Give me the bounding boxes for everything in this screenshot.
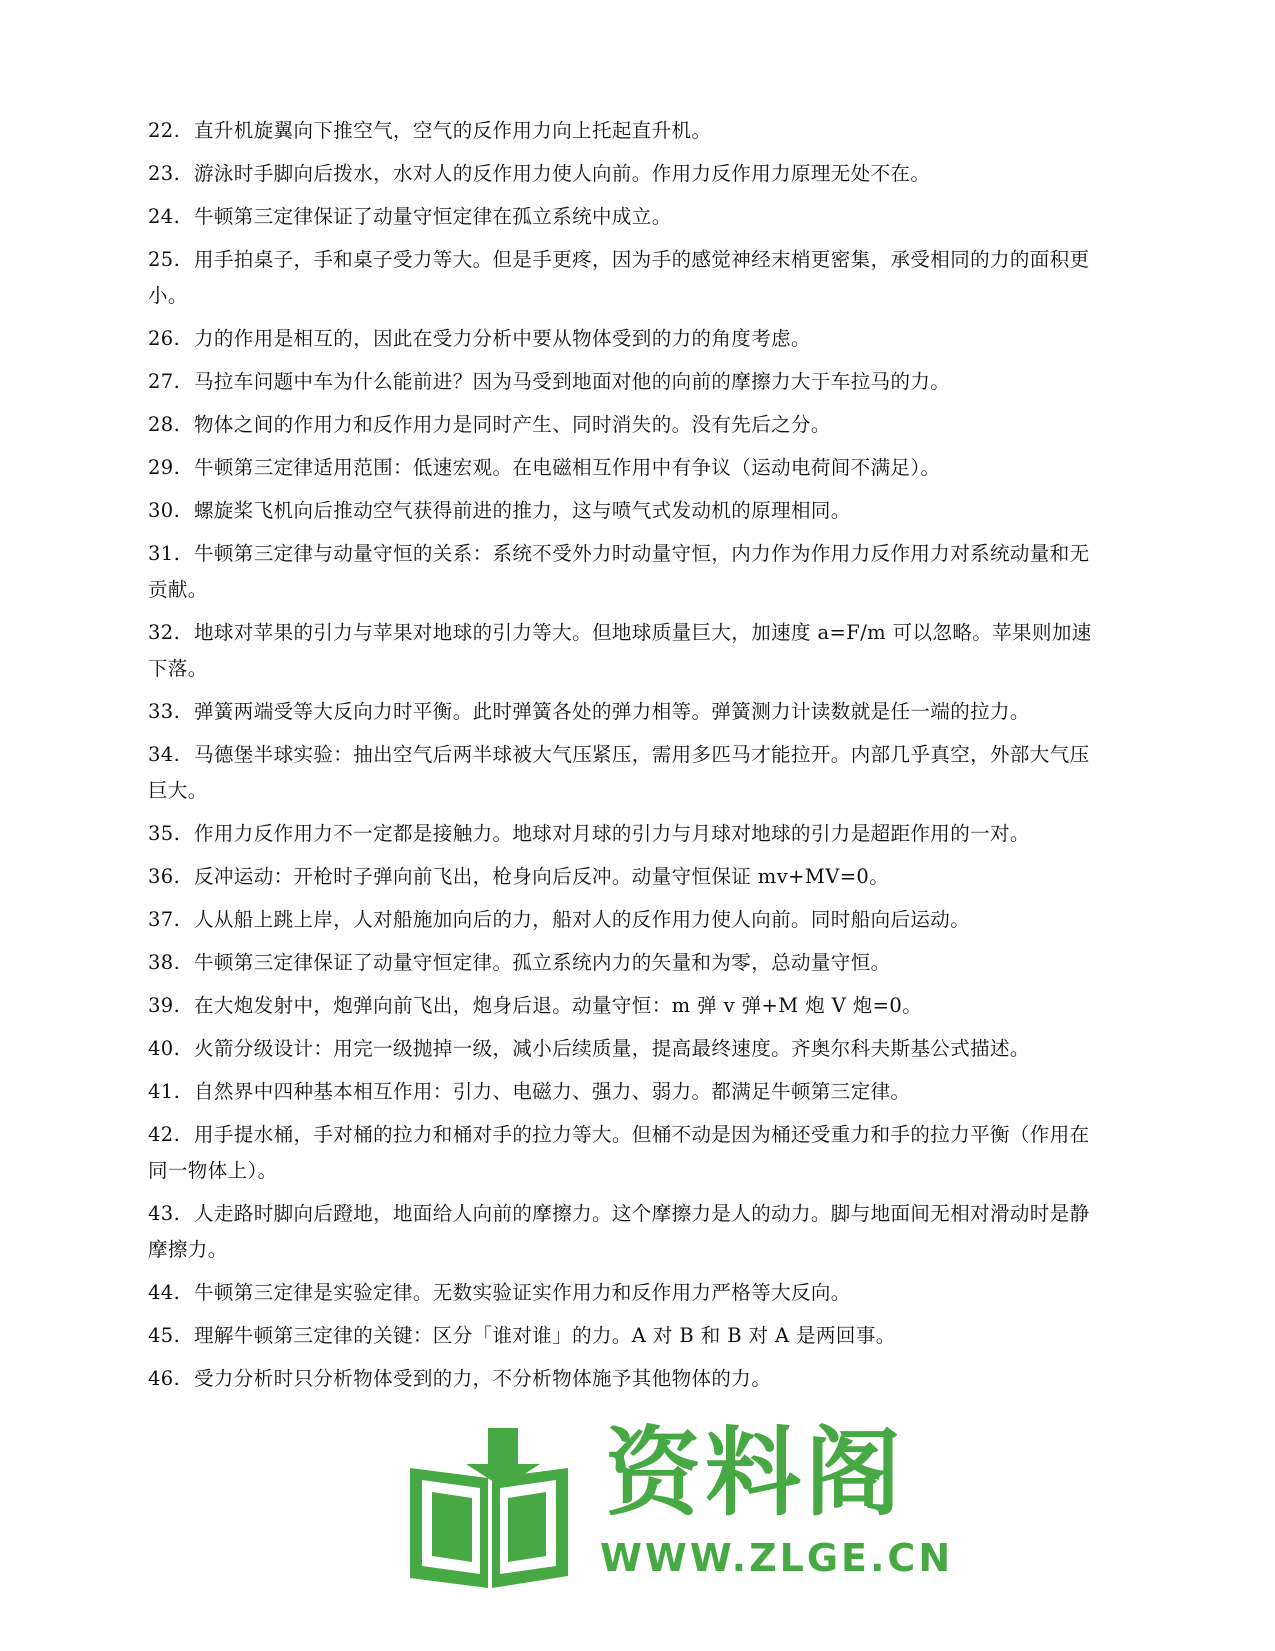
item-number: 39. xyxy=(148,994,181,1017)
item-text: 自然界中四种基本相互作用：引力、电磁力、强力、弱力。都满足牛顿第三定律。 xyxy=(194,1080,911,1103)
list-item xyxy=(148,407,1108,443)
watermark-logo xyxy=(400,1417,954,1588)
item-number: 45. xyxy=(148,1324,181,1347)
item-text: 螺旋桨飞机向后推动空气获得前进的推力，这与喷气式发动机的原理相同。 xyxy=(194,499,851,522)
item-number: 27. xyxy=(148,370,181,393)
item-text: 受力分析时只分析物体受到的力，不分析物体施予其他物体的力。 xyxy=(194,1367,772,1390)
item-text: 地球对苹果的引力与苹果对地球的引力等大。但地球质量巨大，加速度 a=F/m 可以忽略。苹果则加速下落。 xyxy=(148,621,1092,680)
document-body xyxy=(148,113,1108,1404)
item-number: 24. xyxy=(148,205,181,228)
item-text: 牛顿第三定律保证了动量守恒定律。孤立系统内力的矢量和为零，总动量守恒。 xyxy=(194,951,891,974)
item-text: 反冲运动：开枪时子弹向前飞出，枪身向后反冲。动量守恒保证 mv+MV=0。 xyxy=(194,865,890,888)
item-number: 30. xyxy=(148,499,181,522)
item-text: 弹簧两端受等大反向力时平衡。此时弹簧各处的弹力相等。弹簧测力计读数就是任一端的拉力。 xyxy=(194,700,1030,723)
item-text: 直升机旋翼向下推空气，空气的反作用力向上托起直升机。 xyxy=(194,119,712,142)
item-number: 42. xyxy=(148,1123,181,1146)
item-text: 火箭分级设计：用完一级抛掉一级，减小后续质量，提高最终速度。齐奥尔科夫斯基公式描述。 xyxy=(194,1037,1030,1060)
list-item xyxy=(148,199,1108,235)
list-item xyxy=(148,536,1108,608)
item-text: 人从船上跳上岸，人对船施加向后的力，船对人的反作用力使人向前。同时船向后运动。 xyxy=(194,908,971,931)
watermark-url: WWW.ZLGE.CN xyxy=(600,1536,954,1580)
list-item xyxy=(148,737,1108,809)
item-number: 22. xyxy=(148,119,181,142)
list-item xyxy=(148,1275,1108,1311)
item-number: 26. xyxy=(148,327,181,350)
item-text: 用手拍桌子，手和桌子受力等大。但是手更疼，因为手的感觉神经末梢更密集，承受相同的力的面积更小。 xyxy=(148,248,1090,307)
list-item xyxy=(148,364,1108,400)
item-text: 在大炮发射中，炮弹向前飞出，炮身后退。动量守恒：m 弹 v 弹+M 炮 V 炮=0。 xyxy=(194,994,923,1017)
item-text: 马德堡半球实验：抽出空气后两半球被大气压紧压，需用多匹马才能拉开。内部几乎真空，外部大气压巨大。 xyxy=(148,743,1090,802)
item-text: 牛顿第三定律保证了动量守恒定律在孤立系统中成立。 xyxy=(194,205,672,228)
list-item xyxy=(148,1074,1108,1110)
list-item xyxy=(148,450,1108,486)
item-number: 44. xyxy=(148,1281,181,1304)
item-text: 物体之间的作用力和反作用力是同时产生、同时消失的。没有先后之分。 xyxy=(194,413,831,436)
book-icon xyxy=(400,1428,575,1593)
item-number: 25. xyxy=(148,248,181,271)
item-text: 牛顿第三定律与动量守恒的关系：系统不受外力时动量守恒，内力作为作用力反作用力对系统动量和无贡献。 xyxy=(148,542,1090,601)
item-text: 力的作用是相互的，因此在受力分析中要从物体受到的力的角度考虑。 xyxy=(194,327,811,350)
item-number: 34. xyxy=(148,743,181,766)
item-text: 牛顿第三定律是实验定律。无数实验证实作用力和反作用力严格等大反向。 xyxy=(194,1281,851,1304)
item-text: 牛顿第三定律适用范围：低速宏观。在电磁相互作用中有争议（运动电荷间不满足）。 xyxy=(194,456,941,479)
list-item xyxy=(148,902,1108,938)
item-number: 35. xyxy=(148,822,181,845)
list-item xyxy=(148,615,1108,687)
list-item xyxy=(148,1361,1108,1397)
list-item xyxy=(148,1031,1108,1067)
item-text: 理解牛顿第三定律的关键：区分「谁对谁」的力。A 对 B 和 B 对 A 是两回事。 xyxy=(194,1324,896,1347)
item-number: 33. xyxy=(148,700,181,723)
item-number: 28. xyxy=(148,413,181,436)
list-item xyxy=(148,242,1108,314)
list-item xyxy=(148,816,1108,852)
list-item xyxy=(148,1318,1108,1354)
item-text: 游泳时手脚向后拨水，水对人的反作用力使人向前。作用力反作用力原理无处不在。 xyxy=(194,162,931,185)
list-item xyxy=(148,988,1108,1024)
list-item xyxy=(148,1196,1108,1268)
item-number: 40. xyxy=(148,1037,181,1060)
list-item xyxy=(148,859,1108,895)
item-number: 43. xyxy=(148,1202,181,1225)
item-number: 36. xyxy=(148,865,181,888)
item-number: 41. xyxy=(148,1080,181,1103)
item-text: 作用力反作用力不一定都是接触力。地球对月球的引力与月球对地球的引力是超距作用的一对。 xyxy=(194,822,1030,845)
list-item xyxy=(148,493,1108,529)
list-item xyxy=(148,694,1108,730)
item-number: 38. xyxy=(148,951,181,974)
list-item xyxy=(148,156,1108,192)
item-text: 马拉车问题中车为什么能前进？因为马受到地面对他的向前的摩擦力大于车拉马的力。 xyxy=(194,370,951,393)
item-number: 29. xyxy=(148,456,181,479)
list-item xyxy=(148,321,1108,357)
item-number: 46. xyxy=(148,1367,181,1390)
item-number: 31. xyxy=(148,542,181,565)
item-text: 人走路时脚向后蹬地，地面给人向前的摩擦力。这个摩擦力是人的动力。脚与地面间无相对滑动时是静摩擦力。 xyxy=(148,1202,1090,1261)
list-item xyxy=(148,113,1108,149)
item-text: 用手提水桶，手对桶的拉力和桶对手的拉力等大。但桶不动是因为桶还受重力和手的拉力平衡（作用在同一物体上）。 xyxy=(148,1123,1090,1182)
item-number: 32. xyxy=(148,621,181,644)
list-item xyxy=(148,1117,1108,1189)
list-item xyxy=(148,945,1108,981)
item-number: 37. xyxy=(148,908,181,931)
watermark-title: 资料阁 xyxy=(605,1417,905,1529)
item-number: 23. xyxy=(148,162,181,185)
